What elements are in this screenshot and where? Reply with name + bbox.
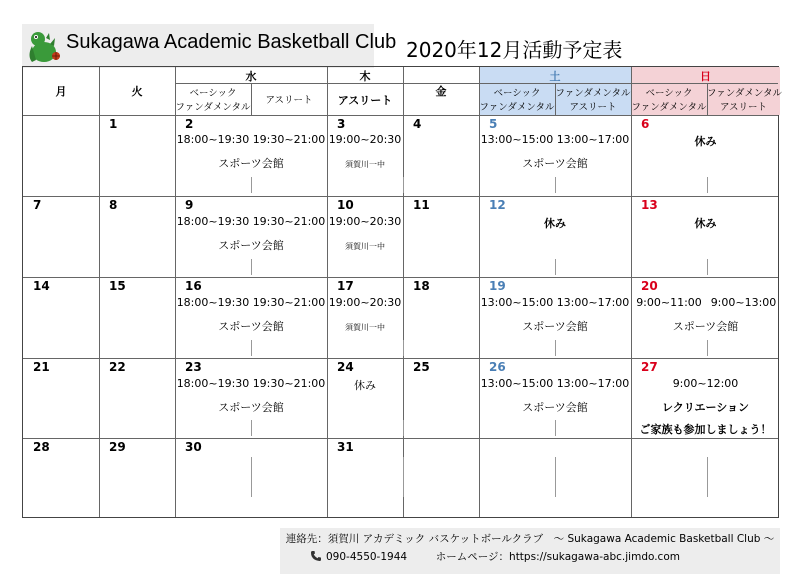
day-12: 12 <box>489 198 506 212</box>
time-wed-a: 18:00~19:30 <box>176 133 250 146</box>
weekday-wed: 水 <box>245 70 257 83</box>
weekday-fri: 金 <box>435 85 447 98</box>
wed-athlete-label: アスリート <box>265 95 313 106</box>
thu-athlete-label: アスリート <box>337 94 393 107</box>
sun-fundamental-label: ファンダメンタル <box>631 102 707 113</box>
time-sun27: 9:00~12:00 <box>672 377 739 390</box>
day-22: 22 <box>109 360 126 374</box>
sat-fundamental-label-2: ファンダメンタル <box>555 88 631 99</box>
sun-athlete-label: アスリート <box>719 102 768 113</box>
day-31: 31 <box>337 440 354 454</box>
time-sat-b: 13:00~17:00 <box>556 296 630 309</box>
day-20: 20 <box>641 279 658 293</box>
sun-fundamental-label-2: ファンダメンタル <box>707 88 783 99</box>
place: スポーツ会館 <box>522 401 588 414</box>
day-9: 9 <box>185 198 194 212</box>
wed-basic-label: ベーシック <box>189 88 237 99</box>
time-wed-a: 18:00~19:30 <box>176 215 250 228</box>
time-thu: 19:00~20:30 <box>328 215 402 228</box>
day-3: 3 <box>337 117 346 131</box>
time-sat-a: 13:00~15:00 <box>480 377 554 390</box>
place-jhs: 須賀川一中 <box>345 160 385 169</box>
day-27: 27 <box>641 360 658 374</box>
day-11: 11 <box>413 198 430 212</box>
day-1: 1 <box>109 117 118 131</box>
weekday-tue: 火 <box>131 85 143 98</box>
sat-fundamental-label: ファンダメンタル <box>479 102 555 113</box>
rest-label: 休み <box>544 217 566 230</box>
time-sat-a: 13:00~15:00 <box>480 133 554 146</box>
time-wed-b: 19:30~21:00 <box>252 133 326 146</box>
weekday-sat: 土 <box>549 70 561 83</box>
rest-label: 休み <box>694 217 717 230</box>
time-wed-b: 19:30~21:00 <box>252 296 326 309</box>
time-sun20-a: 9:00~11:00 <box>636 296 702 309</box>
time-sun20-b: 9:00~13:00 <box>710 296 777 309</box>
day-14: 14 <box>33 279 50 293</box>
footer <box>280 528 780 574</box>
sat-athlete-label: アスリート <box>569 102 617 113</box>
place: スポーツ会館 <box>522 320 588 333</box>
club-header <box>22 24 397 68</box>
day-7: 7 <box>33 198 42 212</box>
day-30: 30 <box>185 440 202 454</box>
day-24: 24 <box>337 360 354 374</box>
day-23: 23 <box>185 360 202 374</box>
time-wed-a: 18:00~19:30 <box>176 296 250 309</box>
day-8: 8 <box>109 198 118 212</box>
sun-basic-label: ベーシック <box>645 88 693 99</box>
sat-basic-label: ベーシック <box>493 88 541 99</box>
day-19: 19 <box>489 279 506 293</box>
recreation-label: レクリエーション <box>661 401 750 414</box>
wed-fundamental-label: ファンダメンタル <box>175 102 251 113</box>
place-jhs: 須賀川一中 <box>345 242 385 251</box>
phone-icon <box>310 550 322 562</box>
weekday-mon: 月 <box>55 85 67 98</box>
day-21: 21 <box>33 360 50 374</box>
time-sat-a: 13:00~15:00 <box>480 296 554 309</box>
footer-contact: 連絡先：須賀川 アカデミック バスケットボールクラブ ～ Sukagawa Academic Basketball Club ～ <box>285 533 775 545</box>
time-wed-a: 18:00~19:30 <box>176 377 250 390</box>
day-26: 26 <box>489 360 506 374</box>
dinosaur-mascot-logo <box>24 26 64 66</box>
weekday-sun: 日 <box>700 70 711 83</box>
day-29: 29 <box>109 440 126 454</box>
weekday-thu: 木 <box>359 70 371 83</box>
day-16: 16 <box>185 279 202 293</box>
day-18: 18 <box>413 279 430 293</box>
day-10: 10 <box>337 198 354 212</box>
time-sat-b: 13:00~17:00 <box>556 133 630 146</box>
time-wed-b: 19:30~21:00 <box>252 377 326 390</box>
day-2: 2 <box>185 117 194 131</box>
day-4: 4 <box>413 117 422 131</box>
family-join-label: ご家族も参加しましょう！ <box>639 423 772 436</box>
place: スポーツ会館 <box>218 239 284 252</box>
calendar-grid <box>22 66 783 518</box>
day-15: 15 <box>109 279 126 293</box>
day-28: 28 <box>33 440 50 454</box>
place: スポーツ会館 <box>522 157 588 170</box>
place: スポーツ会館 <box>672 320 739 333</box>
place: スポーツ会館 <box>218 401 284 414</box>
day-6: 6 <box>641 117 650 131</box>
day-17: 17 <box>337 279 354 293</box>
day-5: 5 <box>489 117 498 131</box>
rest-label: 休み <box>354 379 376 392</box>
rest-label: 休み <box>694 135 717 148</box>
day-13: 13 <box>641 198 658 212</box>
time-sat-b: 13:00~17:00 <box>556 377 630 390</box>
homepage-link[interactable]: ホームページ：https://sukagawa-abc.jimdo.com <box>435 551 680 563</box>
place: スポーツ会館 <box>218 157 284 170</box>
time-thu: 19:00~20:30 <box>328 296 402 309</box>
day-25: 25 <box>413 360 430 374</box>
phone-number: 090-4550-1944 <box>326 551 408 563</box>
footer-line2 <box>310 549 680 564</box>
place: スポーツ会館 <box>218 320 284 333</box>
page-title: 2020年12月活動予定表 <box>406 38 623 62</box>
place-jhs: 須賀川一中 <box>345 323 385 332</box>
club-name: Sukagawa Academic Basketball Club <box>66 31 397 53</box>
time-thu: 19:00~20:30 <box>328 133 402 146</box>
time-wed-b: 19:30~21:00 <box>252 215 326 228</box>
